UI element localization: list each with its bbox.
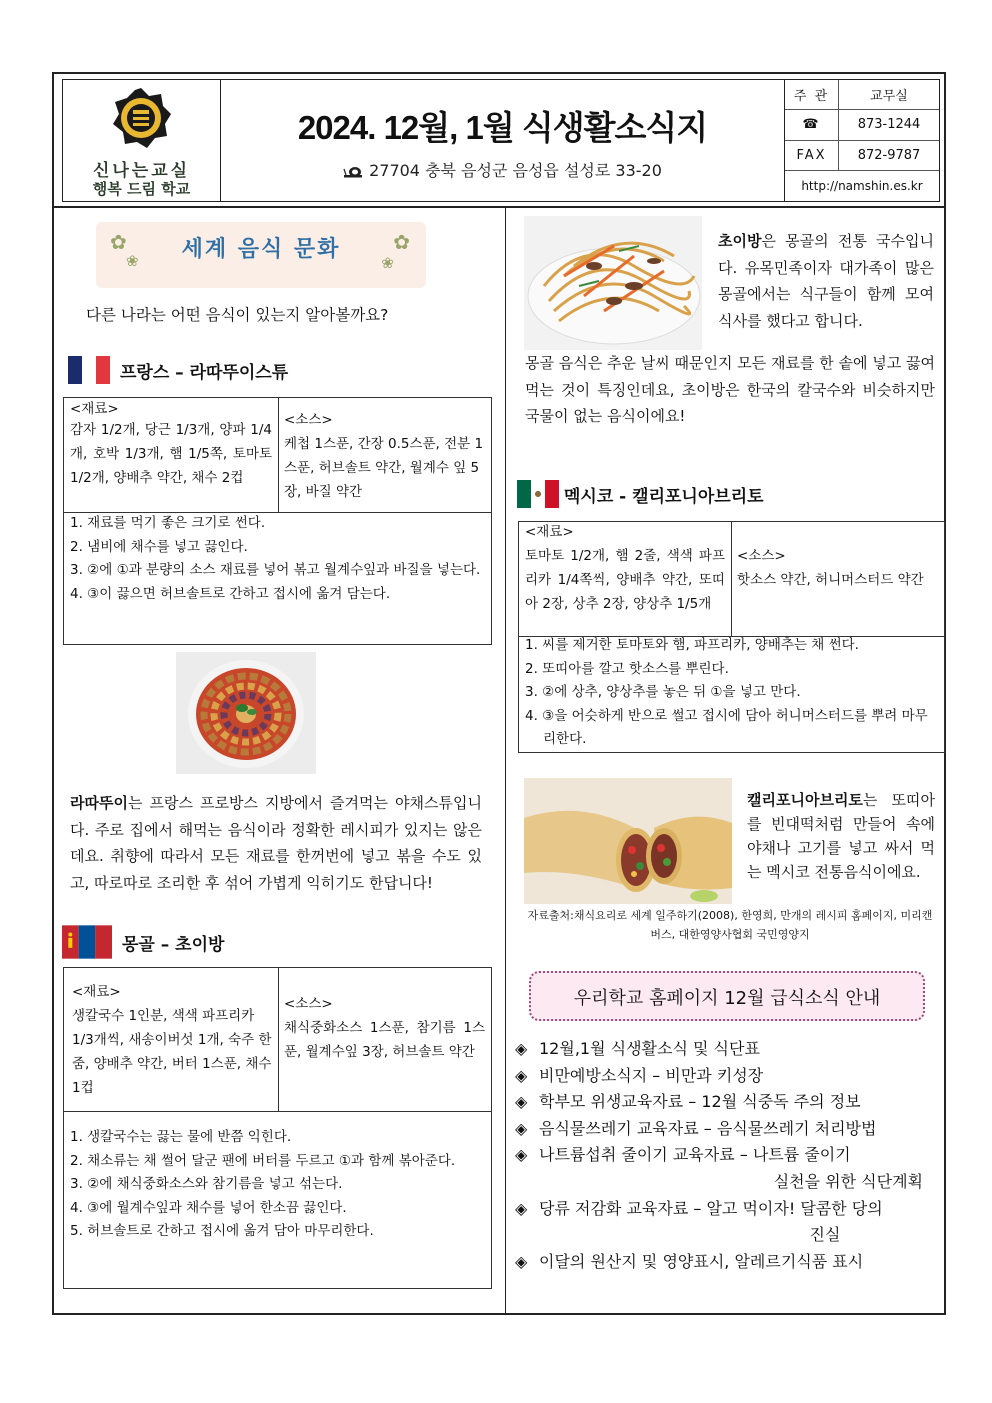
step: 2. 또띠아를 깔고 핫소스를 뿌린다. bbox=[525, 660, 729, 677]
list-item-continuation: 진실 bbox=[809, 1225, 841, 1245]
sauce-title: <소스> bbox=[284, 996, 333, 1012]
column-divider bbox=[505, 208, 506, 1313]
flower-icon: ❀ bbox=[381, 254, 394, 272]
step: 5. 허브솔트로 간하고 접시에 옮겨 담아 마무리한다. bbox=[70, 1223, 374, 1239]
header-divider bbox=[52, 206, 946, 208]
sauce-text: 핫소스 약간, 허니머스터드 약간 bbox=[737, 572, 924, 588]
list-item[interactable]: ◈ 나트륨섭취 줄이기 교육자료 – 나트륨 줄이기 bbox=[515, 1142, 935, 1169]
ingredients-text: 감자 1/2개, 당근 1/3개, 양파 1/4개, 호박 1/3개, 햄 1/5쪽, 토마토 1/2개, 양배추 약간, 채수 2컵 bbox=[70, 422, 272, 486]
title-area bbox=[221, 80, 785, 201]
step: 3. ②에 상추, 양상추를 놓은 뒤 ①을 넣고 만다. bbox=[525, 684, 801, 700]
france-heading bbox=[68, 355, 288, 385]
notice-banner bbox=[529, 971, 925, 1021]
sauce-text: 케첩 1스푼, 간장 0.5스푼, 전분 1스푼, 허브솔트 약간, 월계수 잎 5장, 바질 약간 bbox=[284, 436, 484, 500]
flower-icon: ✿ bbox=[110, 230, 127, 254]
ingredients-text: 토마토 1/2개, 햄 2줄, 색색 파프리카 1/4쪽씩, 양배추 약간, 또띠아 2장, 상추 2장, 양상추 1/5개 bbox=[525, 548, 725, 612]
list-item[interactable]: ◈ 당류 저감화 교육자료 – 알고 먹이자! 달콤한 당의 bbox=[515, 1196, 935, 1223]
list-item-continuation: 실천을 위한 식단계획 bbox=[773, 1171, 923, 1191]
mexico-ingredients bbox=[519, 518, 731, 618]
ratatouille-desc-text: 는 프랑스 프로방스 지방에서 즐겨먹는 야채스튜입니다. 주로 집에서 해먹는 음식이라 정확한 레시피가 있지는 않은데요. 취향에 따라서 모든 재료를 한꺼번에 넣고 볶을 수도 있고, 따로따로 조리한 후 섞어 가볍게 익히기도 한답니다! bbox=[70, 794, 482, 892]
choibang-description-2: 몽골 음식은 추운 날씨 때문인지 모든 재료를 한 솥에 넣고 끓여 먹는 것이 특징인데요, 초이방은 한국의 칼국수와 비슷하지만 국물이 없는 음식이에요! bbox=[525, 354, 935, 425]
info-row-dept bbox=[785, 80, 939, 110]
logo-text-line1: 신나는교실 bbox=[92, 161, 191, 181]
info-value: 873-1244 bbox=[857, 117, 921, 133]
step: 2. 냄비에 채수를 넣고 끓인다. bbox=[70, 538, 248, 555]
ingredients-title: <재료> bbox=[525, 524, 574, 540]
ingredients-title: <재료> bbox=[70, 401, 119, 417]
france-sauce bbox=[278, 406, 491, 506]
info-row-fax bbox=[785, 141, 939, 171]
list-item[interactable]: ◈ 이달의 원산지 및 영양표시, 알레르기식품 표시 bbox=[515, 1249, 935, 1276]
sauce-title: <소스> bbox=[737, 548, 786, 564]
intro-text: 다른 나라는 어떤 음식이 있는지 알아볼까요? bbox=[86, 306, 389, 324]
sauce-text: 채식중화소스 1스푼, 참기름 1스푼, 월계수잎 3장, 허브솔트 약간 bbox=[284, 1020, 485, 1060]
ingredients-title: <재료> bbox=[72, 984, 121, 1000]
step: 1. 생칼국수는 끓는 물에 반쯤 익힌다. bbox=[70, 1129, 292, 1145]
info-value: 872-9787 bbox=[857, 147, 921, 163]
page-title: 2024. 12월, 1월 식생활소식지 bbox=[297, 109, 708, 146]
snail-icon bbox=[343, 166, 363, 178]
flower-icon: ✿ bbox=[393, 230, 410, 254]
step: 4. ③에 월계수잎과 채수를 넣어 한소끔 끓인다. bbox=[70, 1199, 347, 1216]
list-item[interactable]: ◈ 음식물쓰레기 교육자료 – 음식물쓰레기 처리방법 bbox=[515, 1116, 935, 1143]
ratatouille-name: 라따뚜이 bbox=[70, 794, 128, 812]
mexico-heading bbox=[514, 480, 764, 508]
notice-list bbox=[515, 1036, 935, 1275]
burrito-image bbox=[524, 778, 732, 904]
choibang-description-1 bbox=[718, 228, 934, 334]
burrito-desc-text: 는 또띠아를 빈대떡처럼 만들어 속에 야채나 고기를 넣고 싸서 먹는 멕시코 전통음식이에요. bbox=[747, 791, 935, 881]
address-text: 27704 충북 음성군 음성읍 설성로 33-20 bbox=[369, 161, 662, 180]
step: 3. ②에 채식중화소스와 참기름을 넣고 섞는다. bbox=[70, 1176, 343, 1192]
info-key: FAX bbox=[785, 141, 839, 170]
banner-title: 세계 음식 문화 bbox=[181, 237, 341, 262]
mongolia-steps bbox=[70, 1126, 486, 1244]
header bbox=[62, 79, 940, 202]
france-ingredients bbox=[64, 398, 278, 492]
school-logo bbox=[63, 80, 221, 201]
choibang-name: 초이방 bbox=[718, 232, 762, 250]
mongolia-heading bbox=[62, 924, 224, 960]
burrito-description bbox=[747, 788, 935, 884]
step: 2. 채소류는 채 썰어 달군 팬에 버터를 두르고 ①과 함께 볶아준다. bbox=[70, 1152, 456, 1169]
france-recipe-table bbox=[63, 397, 492, 645]
mexico-flag-icon bbox=[514, 480, 562, 508]
mongolia-ingredients bbox=[66, 978, 278, 1102]
phone-icon: ☎ bbox=[785, 110, 839, 139]
france-heading-text: 프랑스 – 라따뚜이스튜 bbox=[120, 362, 289, 383]
burrito-name: 캘리포니아브리토 bbox=[747, 791, 863, 809]
source-credit: 자료출처:채식요리로 세계 일주하기(2008), 한영희, 만개의 레시피 홈페이지, 미리캔버스, 대한영양사협회 국민영양지 bbox=[527, 909, 933, 941]
list-item[interactable]: ◈ 12월,1월 식생활소식 및 식단표 bbox=[515, 1036, 935, 1063]
ingredients-text: 생칼국수 1인분, 색색 파프리카 1/3개씩, 새송이버섯 1개, 숙주 한 줌, 양배추 약간, 버터 1스푼, 채수 1컵 bbox=[72, 1008, 272, 1096]
ratatouille-description bbox=[70, 790, 482, 896]
school-emblem-icon bbox=[109, 86, 173, 150]
info-row-phone bbox=[785, 110, 939, 140]
flower-icon: ❀ bbox=[126, 252, 139, 270]
choibang-image bbox=[524, 216, 702, 350]
mongolia-recipe-table bbox=[63, 967, 492, 1289]
france-flag-icon bbox=[68, 355, 110, 385]
ratatouille-image bbox=[176, 652, 316, 774]
step: 3. ②에 ①과 분량의 소스 재료를 넣어 볶고 월계수잎과 바질을 넣는다. bbox=[70, 562, 481, 578]
list-item[interactable]: ◈ 학부모 위생교육자료 – 12월 식중독 주의 정보 bbox=[515, 1089, 935, 1116]
step: 1. 씨를 제거한 토마토와 햄, 파프리카, 양배추는 채 썬다. bbox=[525, 637, 859, 653]
mongolia-flag-icon bbox=[62, 924, 112, 960]
info-row-url bbox=[785, 171, 939, 201]
notice-title: 우리학교 홈페이지 12월 급식소식 안내 bbox=[573, 988, 881, 1009]
choibang-desc-text: 은 몽골의 전통 국수입니다. 유목민족이자 대가족이 많은 몽골에서는 식구들이 함께 모여 식사를 했다고 합니다. bbox=[718, 232, 934, 330]
france-steps bbox=[70, 512, 486, 606]
homepage-link[interactable]: http://namshin.es.kr bbox=[801, 178, 923, 193]
step: 1. 재료를 먹기 좋은 크기로 썬다. bbox=[70, 515, 266, 531]
mexico-sauce bbox=[731, 542, 944, 594]
step: 4. ③을 어슷하게 반으로 썰고 접시에 담아 허니머스터드를 뿌려 마무리한다. bbox=[525, 707, 928, 747]
logo-text-line2: 행복 드림 학교 bbox=[92, 180, 191, 198]
info-value: 교무실 bbox=[870, 89, 908, 105]
mexico-steps bbox=[525, 634, 939, 752]
mexico-recipe-table bbox=[518, 521, 945, 753]
mongolia-heading-text: 몽골 – 초이방 bbox=[122, 934, 225, 955]
banner bbox=[96, 222, 426, 288]
address-line bbox=[221, 158, 784, 181]
list-item[interactable]: ◈ 비만예방소식지 – 비만과 키성장 bbox=[515, 1063, 935, 1090]
sauce-title: <소스> bbox=[284, 412, 333, 428]
info-key: 주 관 bbox=[785, 80, 839, 109]
contact-info-table bbox=[785, 80, 939, 201]
mexico-heading-text: 멕시코 - 캘리포니아브리토 bbox=[564, 486, 764, 507]
mongolia-sauce bbox=[278, 990, 491, 1066]
step: 4. ③이 끓으면 허브솔트로 간하고 접시에 옮겨 담는다. bbox=[70, 585, 391, 602]
